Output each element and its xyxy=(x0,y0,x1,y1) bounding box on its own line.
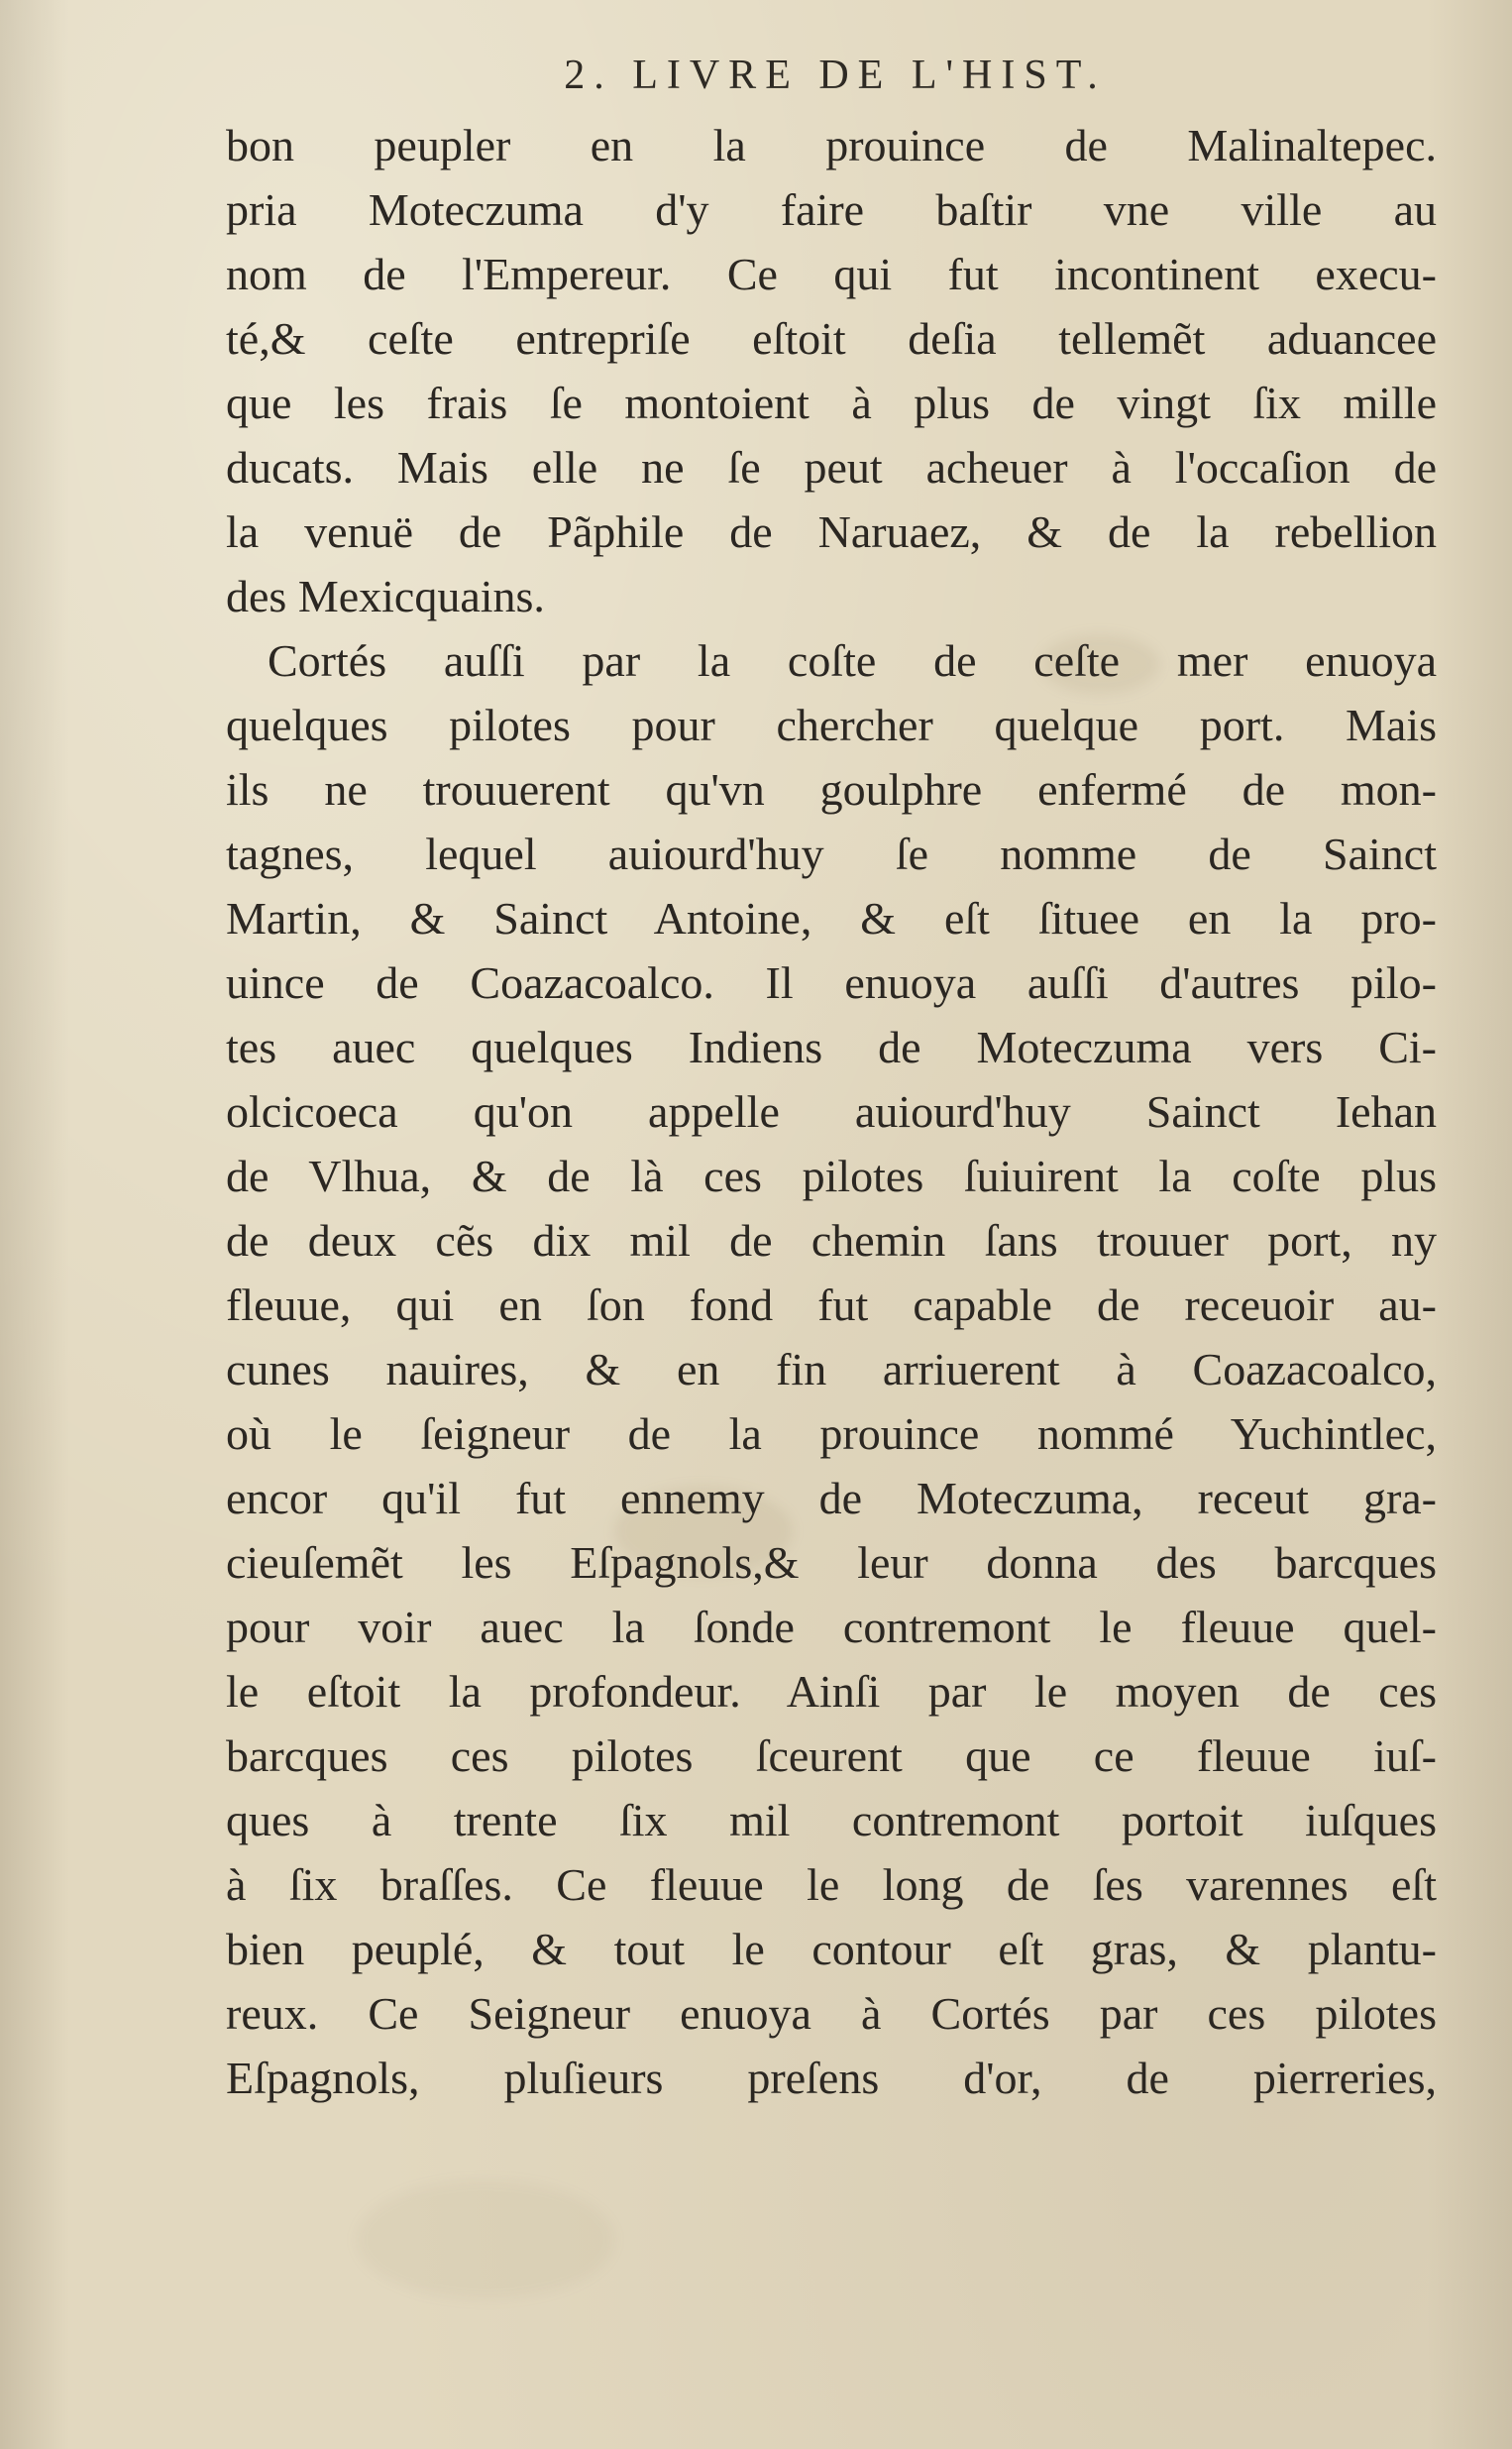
text-line: pria Moteczuma d'y faire baſtir vne ville au xyxy=(226,184,1437,235)
paragraph-first-line: Cortés auſſi par la coſte de ceſte mer enuoya xyxy=(268,635,1437,686)
text-line: de Vlhua, & de là ces pilotes ſuiuirent la coſte plus xyxy=(226,1151,1437,1201)
text-line: barcques ces pilotes ſceurent que ce fleuue iuſ- xyxy=(226,1730,1437,1781)
text-line: où le ſeigneur de la prouince nommé Yuchintlec, xyxy=(226,1408,1437,1459)
text-line: des Mexicquains. xyxy=(226,571,545,621)
text-line: bien peuplé, & tout le contour eſt gras, & plantu- xyxy=(226,1924,1437,1974)
text-line: té,& ceſte entrepriſe eſtoit deſia tellemẽt aduancee xyxy=(226,313,1437,364)
running-head: 2. LIVRE DE L'HIST. xyxy=(564,53,1107,98)
text-line: tes auec quelques Indiens de Moteczuma vers Ci- xyxy=(226,1022,1437,1072)
text-line: tagnes, lequel auiourd'huy ſe nomme de Sainct xyxy=(226,829,1437,879)
text-line: cunes nauires, & en fin arriuerent à Coazacoalco, xyxy=(226,1344,1437,1394)
text-line: ducats. Mais elle ne ſe peut acheuer à l'occaſion de xyxy=(226,442,1437,493)
text-line: nom de l'Empereur. Ce qui fut incontinent execu- xyxy=(226,249,1437,299)
text-line: pour voir auec la ſonde contremont le fleuue quel- xyxy=(226,1602,1437,1652)
text-line: ques à trente ſix mil contremont portoit iuſques xyxy=(226,1795,1437,1845)
text-line: le eſtoit la profondeur. Ainſi par le moyen de ces xyxy=(226,1666,1437,1717)
text-line: ils ne trouuerent qu'vn goulphre enfermé de mon- xyxy=(226,764,1437,815)
text-line: fleuue, qui en ſon fond fut capable de receuoir au- xyxy=(226,1280,1437,1330)
text-line: uince de Coazacoalco. Il enuoya auſſi d'autres pilo- xyxy=(226,957,1437,1008)
text-block xyxy=(226,113,1437,2110)
text-line: que les frais ſe montoient à plus de vingt ſix mille xyxy=(226,378,1437,428)
text-line: quelques pilotes pour chercher quelque port. Mais xyxy=(226,700,1437,750)
text-line: encor qu'il fut ennemy de Moteczuma, receut gra- xyxy=(226,1473,1437,1523)
text-line: cieuſemẽt les Eſpagnols,& leur donna des barcques xyxy=(226,1537,1437,1588)
text-line: Martin, & Sainct Antoine, & eſt ſituee en la pro- xyxy=(226,893,1437,944)
text-line: olcicoeca qu'on appelle auiourd'huy Sainct Iehan xyxy=(226,1086,1437,1137)
text-line: bon peupler en la prouince de Malinaltepec. xyxy=(226,120,1437,170)
text-line: reux. Ce Seigneur enuoya à Cortés par ces pilotes xyxy=(226,1988,1437,2039)
text-line: à ſix braſſes. Ce fleuue le long de ſes varennes eſt xyxy=(226,1859,1437,1910)
text-line: Eſpagnols, pluſieurs preſens d'or, de pierreries, xyxy=(226,2053,1437,2103)
paper-stain xyxy=(357,2180,614,2299)
text-line: la venuë de Pãphile de Naruaez, & de la rebellion xyxy=(226,506,1437,557)
text-line: de deux cẽs dix mil de chemin ſans trouuer port, ny xyxy=(226,1215,1437,1266)
